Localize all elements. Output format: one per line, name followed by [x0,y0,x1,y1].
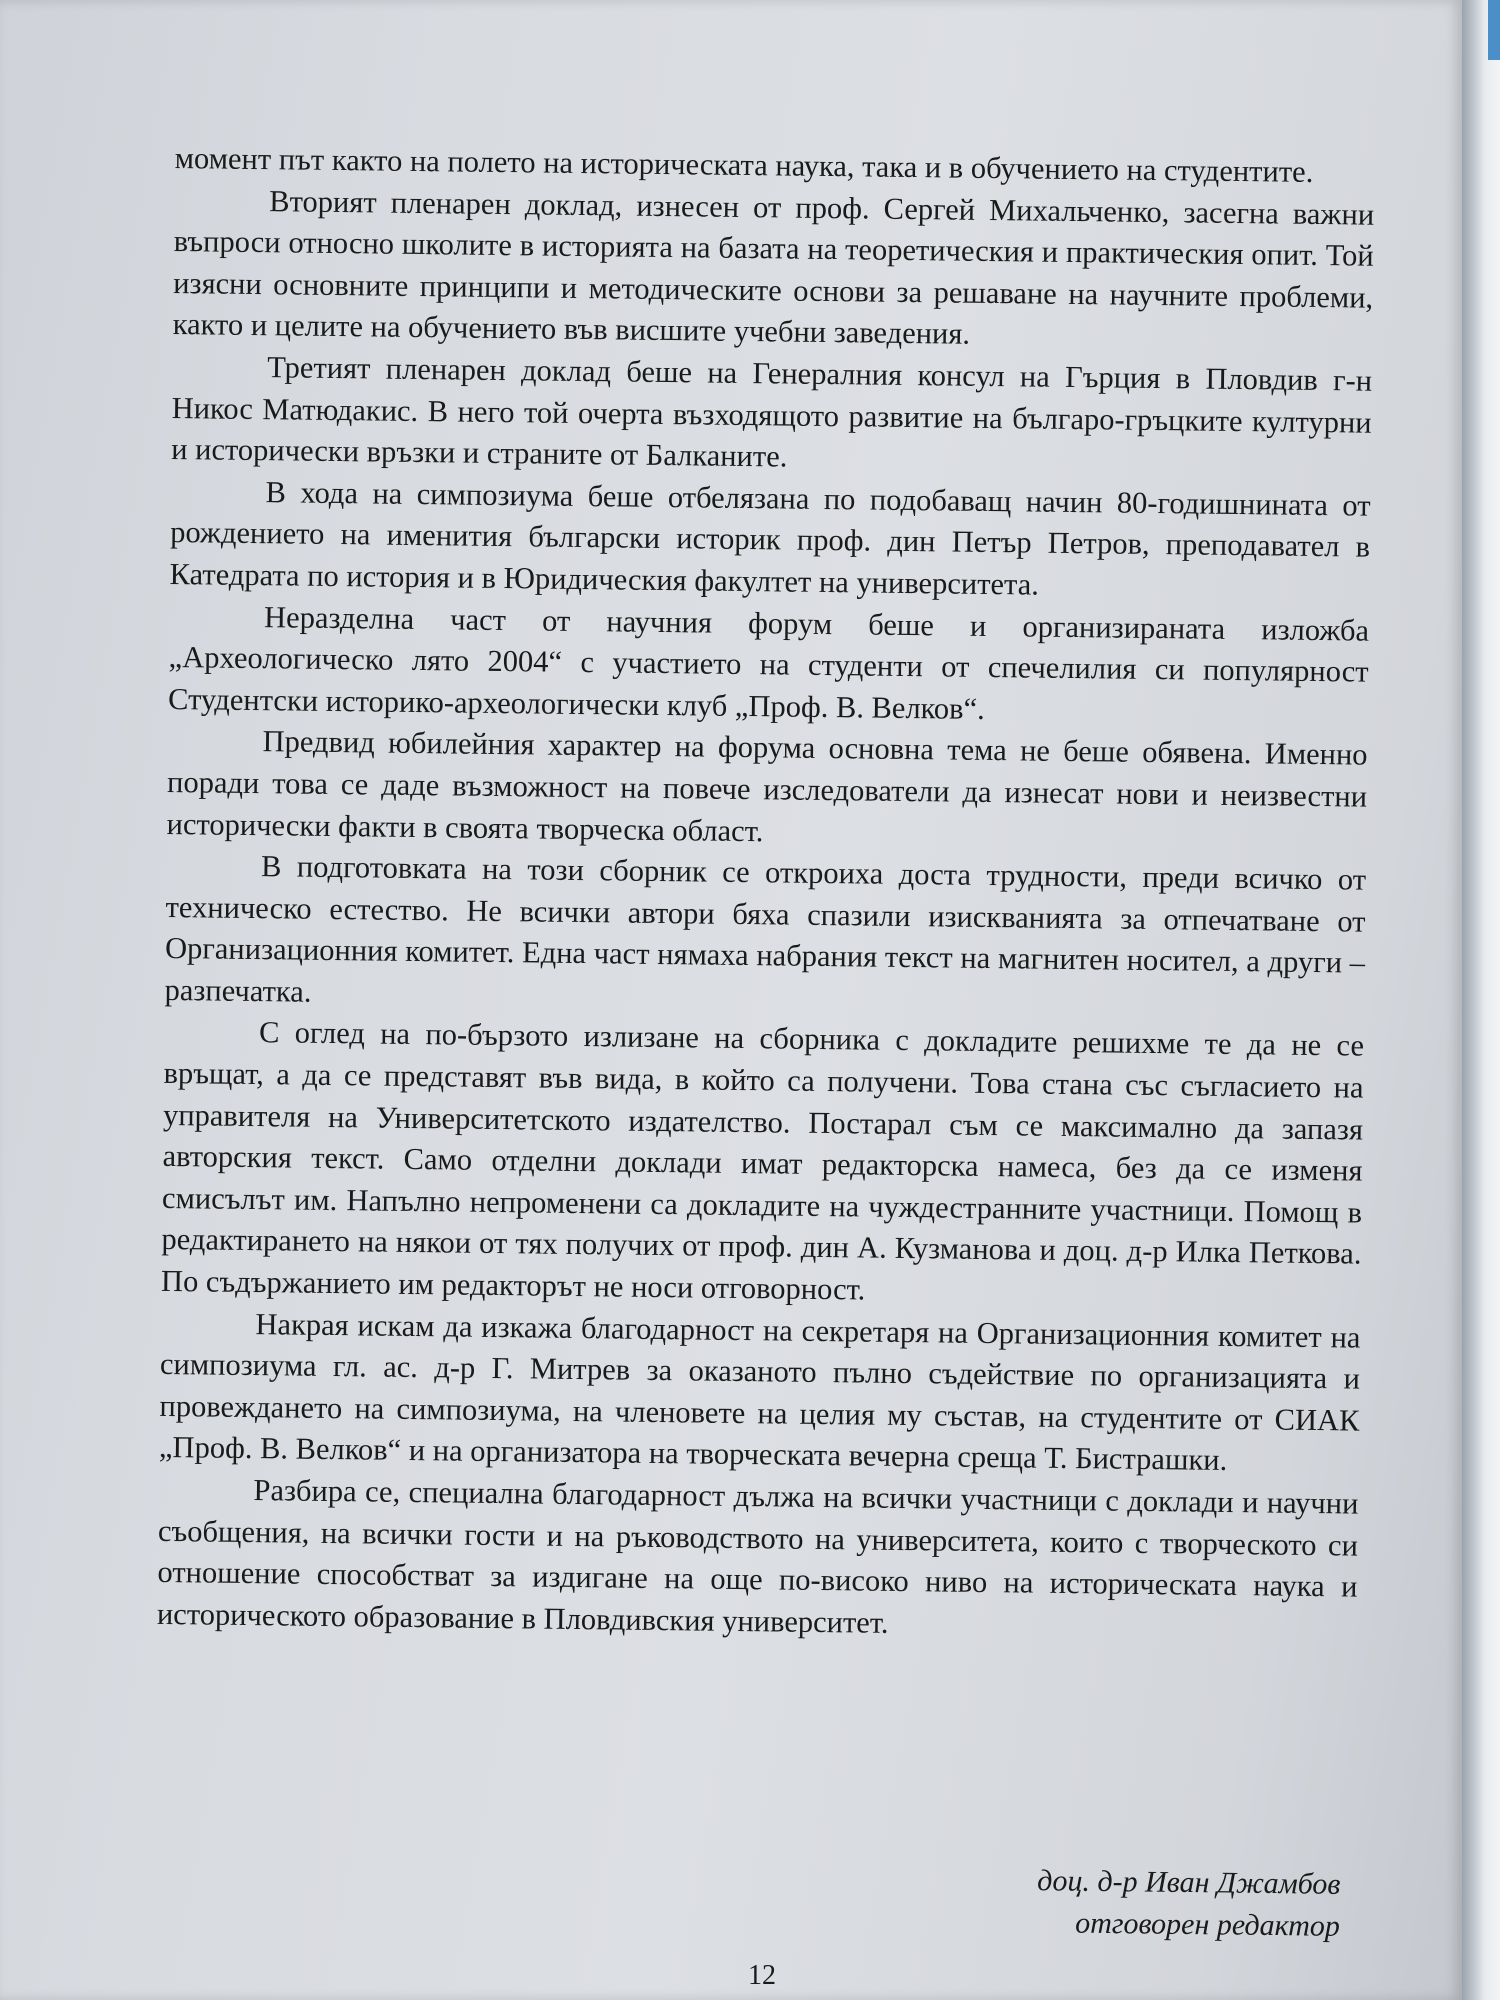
page-edge [1462,0,1500,2000]
signature-name: доц. д-р Иван Джамбов [1036,1864,1341,1901]
paragraph: Предвид юбилейния характер на форума основна тема не беше обявена. Именно поради това се даде възможност на повече изследователи да изнесат нови и неизвестни исторически факти в своята творческа област. [166,724,1368,848]
signature-block [1036,1860,1340,1948]
paragraph: Разбира се, специална благодарност дължа на всички участници с доклади и научни съобщения, на всички гости и на ръководството на университета, които с творческото си отношение способстват за издигане на още по-високо ниво на историческата наука и историческото образование в Пловдивския университет. [156,1473,1359,1640]
paragraph: момент път както на полето на историческата наука, така и в обучението на студентите. [174,140,1314,189]
page-number: 12 [748,1960,776,1991]
paragraph: С оглед на по-бързото излизане на сборника с докладите решихме те да не се връщат, а да се представят във вида, в който са получени. Това стана със съгласието на управителя на Университетското издателство. Постарал съм се максимално да запазя авторския текст. Само отделни доклади имат редакторска намеса, без да се изменя смисълът им. Напълно непроменени са докладите на чуждестранните участници. Помощ в редактирането на някои от тях получих от проф. дин А. Кузманова и доц. д-р Илка Петкова. По съдържанието им редакторът не носи отговорност. [160,1015,1365,1307]
paragraph: Накрая искам да изкажа благодарност на секретаря на Организационния комитет на симпозиума гл. ас. д-р Г. Митрев за оказаното пълно съдействие по организацията и провеждането на симпозиума, на членовете на целия му състав, на студентите от СИАК „Проф. В. Велков“ и на организатора на творческата вечерна среща Т. Бистрашки. [158,1306,1361,1478]
paragraph: В хода на симпозиума беше отбелязана по подобаващ начин 80-годишнината от рождението на именития български историк проф. дин Петър Петров, преподавател в Катедрата по история и в Юридическия факултет на университета. [169,474,1371,602]
paragraph: Неразделна част от научния форум беше и организираната изложба „Археологическо лято 2004“ с участието на студенти от спечелилия си популярност Студентски историко-археологически клуб „Проф. В. Велков“. [167,599,1370,726]
paragraph: Третият пленарен доклад беше на Генералния консул на Гърция в Пловдив г-н Никос Матюдакис. В него той очерта възходящото развитие на българо-гръцките културни и исторически връзки и страните от Балканите. [170,350,1373,474]
paragraph: В подготовката на този сборник се откроиха доста трудности, преди всичко от техническо естество. Не всички автори бяха спазили изискванията за отпечатване от Организационния комитет. Една част нямаха набрания текст на магнитен носител, а други – разпечатка. [164,849,1367,1009]
body-text [157,138,1375,1650]
signature-role: отговорен редактор [1074,1906,1340,1943]
cover-edge-accent [1488,0,1500,60]
paragraph: Вторият пленарен доклад, изнесен от проф. Сергей Михальченко, засегна важни въпроси относно школите в историята на базата на теоретическия и практическия опит. Той изясни основните принципи и методическите основи за решаване на научните проблеми, както и целите на обучението във висшите учебни заведения. [172,183,1375,352]
